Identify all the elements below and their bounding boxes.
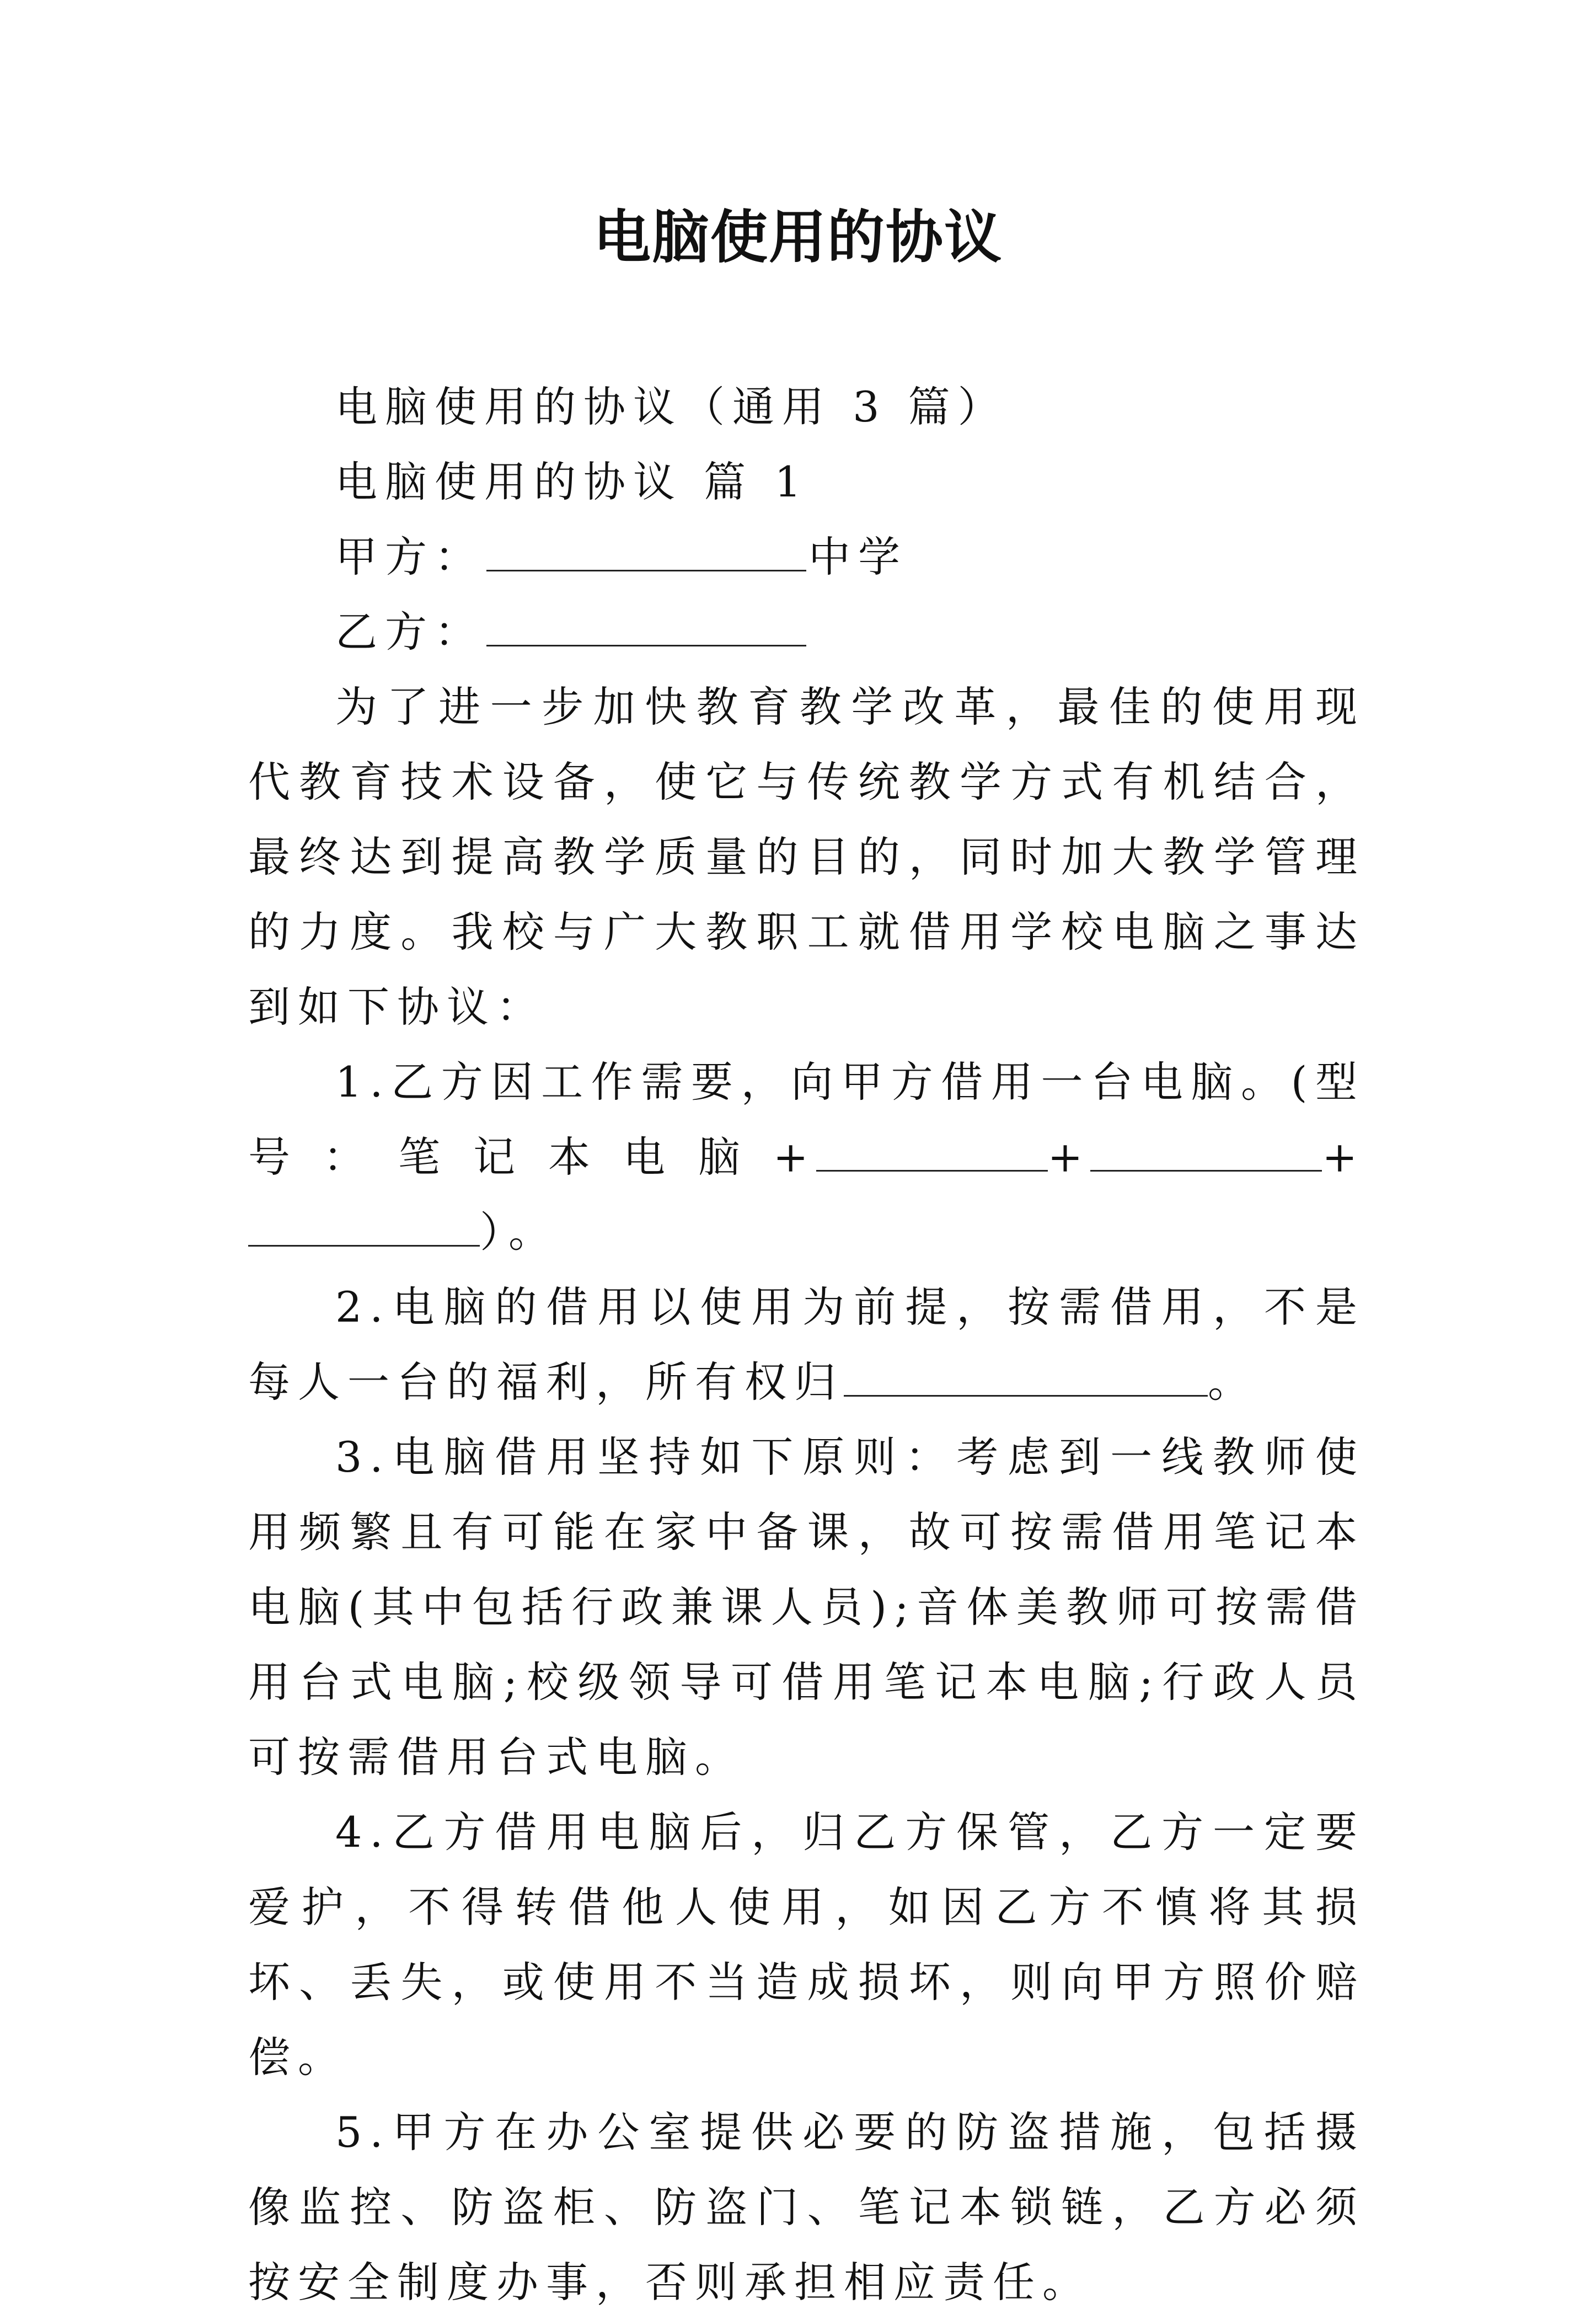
intro-paragraph: 为了进一步加快教育教学改革，最佳的使用现代教育技术设备，使它与传统教学方式有机结合，最终达到提高教学质量的目的，同时加大教学管理的力度。我校与广大教职工就借用学校电脑之事达到如下协议： [248,682,1365,1031]
clause-1 [248,1045,1365,1270]
model-blank-1 [816,1125,1048,1172]
clause-1-text: 1.乙方因工作需要，向甲方借用一台电脑。(型号：笔记本电脑+ [248,1057,1365,1182]
document-subtitle: 电脑使用的协议（通用 3 篇） [335,382,1008,431]
party-a-label: 甲方： [335,532,484,581]
party-b-label: 乙方： [335,607,484,656]
section-heading: 电脑使用的协议 篇 1 [335,457,809,506]
party-a-suffix: 中学 [808,532,908,581]
clause-1-end: ）。 [480,1207,558,1257]
document-title: 电脑使用的协议 [593,203,1003,271]
party-a-blank [486,525,806,571]
clause-3: 3.电脑借用坚持如下原则：考虑到一线教师使用频繁且有可能在家中备课，故可按需借用笔记本电脑(其中包括行政兼课人员);音体美教师可按需借用台式电脑;校级领导可借用笔记本电脑;行政人员可按需借用台式电脑。 [248,1432,1365,1782]
model-blank-2 [1090,1125,1322,1172]
model-blank-3 [248,1200,480,1247]
clause-2-end: 。 [1208,1357,1257,1407]
document-body [248,370,1365,2320]
owner-blank [844,1350,1208,1397]
party-b-blank [486,600,806,646]
clause-4: 4.乙方借用电脑后，归乙方保管，乙方一定要爱护，不得转借他人使用，如因乙方不慎将其损坏、丢失，或使用不当造成损坏，则向甲方照价赔偿。 [248,1808,1365,2082]
party-a-line [248,520,1365,595]
clause-5: 5.甲方在办公室提供必要的防盗措施，包括摄像监控、防盗柜、防盗门、笔记本锁链，乙方必须按安全制度办事，否则承担相应责任。 [248,2108,1365,2307]
plus-sign-2: + [1322,1132,1365,1182]
clause-2-text: 2.电脑的借用以使用为前提，按需借用，不是每人一台的福利，所有权归 [248,1282,1365,1407]
party-b-line [248,595,1365,670]
plus-sign-1: + [1047,1132,1091,1182]
clause-2 [248,1270,1365,1420]
